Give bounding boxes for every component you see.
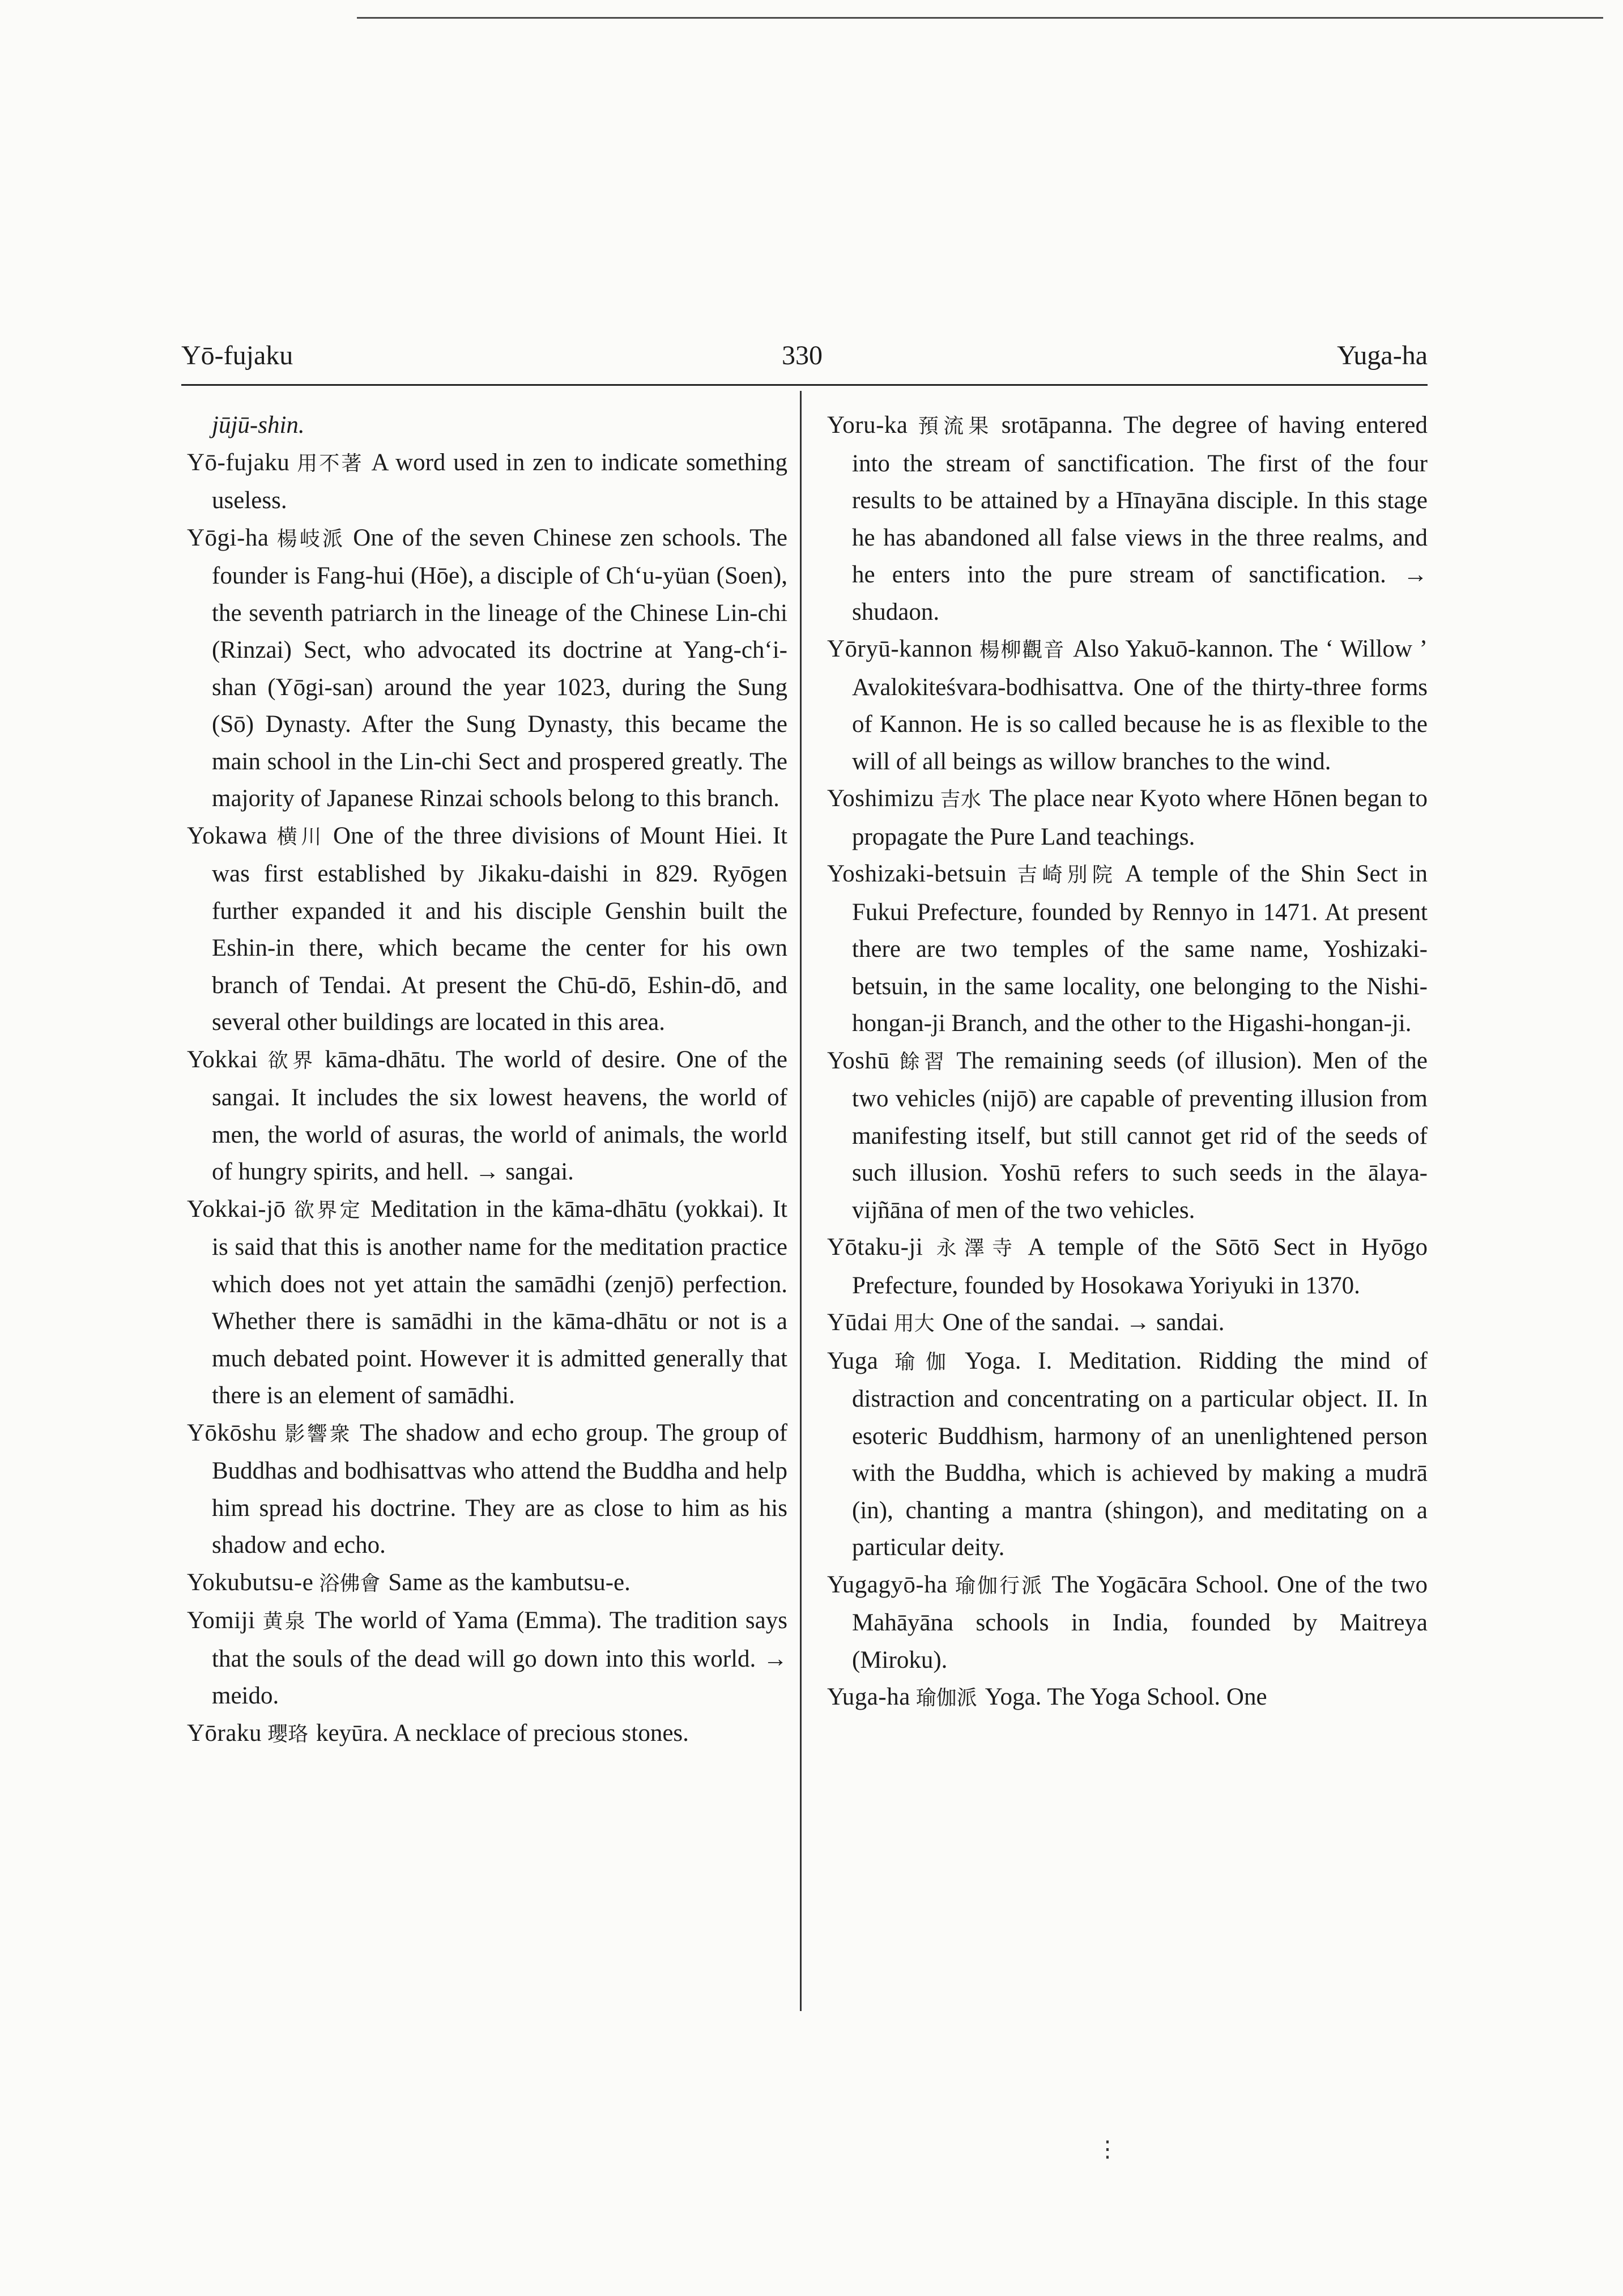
dictionary-entry [827, 1304, 1428, 1343]
left-column [187, 407, 787, 1753]
running-head-right: Yuga-ha [1337, 340, 1428, 370]
page-number: 330 [782, 340, 823, 370]
scan-speck: ⋮ [1096, 2136, 1119, 2162]
definition: One of the three divisions of Mount Hiei. It was first established by Jikaku-daishi in 829. Ryōgen further expanded it and his disciple Genshin built the Eshin-in there, which became the center for his own branch of Tendai. At present the Chū-dō, Eshin-dō, and several other buildings are located in this area. [212, 822, 787, 1036]
definition: The shadow and echo group. The group of Buddhas and bodhisattvas who attend the Buddha and help him spread his doctrine. They are as close to him as his shadow and echo. [212, 1419, 787, 1558]
kanji: 黄泉 [261, 1610, 307, 1633]
dictionary-entry [187, 1715, 787, 1753]
dictionary-entry [187, 817, 787, 1041]
kanji: 永澤寺 [928, 1237, 1020, 1260]
definition: The remaining seeds (of illusion). Men of the two vehicles (nijō) are capable of preventing illusion from manifesting itself, but still cannot get rid of the seeds of such illusion. Yoshū refers to such seeds in the ālaya-vijñāna of men of the two vehicles. [852, 1047, 1428, 1224]
headword: Yomiji [187, 1607, 255, 1634]
definition: Yoga. The Yoga School. One [985, 1684, 1267, 1710]
kanji: 欲界定 [291, 1198, 363, 1222]
definition: Also Yakuō-kannon. The ‘ Willow ’ Avalokiteśvara-bodhisattva. One of the thirty-three forms of Kannon. He is so called because he is as flexible to the will of all beings as willow branches to the wind. [852, 636, 1428, 775]
kanji: 浴佛會 [319, 1571, 381, 1595]
dictionary-entry [187, 444, 787, 519]
definition: kāma-dhātu. The world of desire. One of the sangai. It includes the six lowest heavens, the world of men, the world of asuras, the world of animals, the world of hungry spirits, and hell. → sangai. [212, 1046, 787, 1185]
headword: Yokubutsu-e [187, 1569, 314, 1596]
headword: Yokkai-jō [187, 1195, 286, 1222]
headword: Yōgi-ha [187, 524, 269, 551]
definition: Meditation in the kāma-dhātu (yokkai). It is said that this is another name for the meditation practice which does not yet attain the samādhi (zenjō) perfection. Whether there is samādhi in the kāma-dhātu or not is a much debated point. However it is admitted generally that there is an element of samādhi. [212, 1195, 787, 1409]
dictionary-entry [827, 631, 1428, 780]
definition: Yoga. I. Meditation. Ridding the mind of distraction and concentrating on a particular object. II. In esoteric Buddhism, harmony of an unenlightened person with the Buddha, which is achieved by making a mudrā (in), chanting a mantra (shingon), and meditating on a particular deity. [852, 1347, 1428, 1561]
headword: Yoshimizu [827, 785, 934, 812]
kanji: 瑜伽派 [915, 1686, 977, 1710]
dictionary-entry [187, 519, 787, 817]
definition: One of the seven Chinese zen schools. The founder is Fang-hui (Hōe), a disciple of Ch‘u-yüan (Soen), the seventh patriarch in the lineage of the Chinese Lin-chi (Rinzai) Sect, who advocated its doctrine at Yang-ch‘i-shan (Yōgi-san) around the year 1023, during the Sung (Sō) Dynasty. After the Sung Dynasty, this became the main school in the Lin-chi Sect and prospered greatly. The majority of Japanese Rinzai schools belong to this branch. [212, 524, 787, 812]
kanji: 瓔珞 [267, 1722, 308, 1746]
definition: A word used in zen to indicate something useless. [212, 449, 787, 514]
dictionary-entry [187, 1041, 787, 1191]
headword: Yōraku [187, 1719, 262, 1747]
running-head-left: Yō-fujaku [181, 340, 293, 370]
kanji: 用大 [893, 1312, 935, 1335]
dictionary-entry [827, 407, 1428, 631]
headword: Yūdai [827, 1309, 888, 1336]
kanji: 楊岐派 [274, 527, 346, 551]
headword: Yoru-ka [827, 412, 908, 438]
headword: Yoshizaki-betsuin [827, 861, 1007, 887]
dictionary-entry [187, 1191, 787, 1415]
headword: Yō-fujaku [187, 449, 290, 476]
column-divider [800, 391, 802, 2011]
kanji: 影響衆 [282, 1422, 352, 1446]
headword: Yōkōshu [187, 1419, 277, 1446]
headword: Yuga-ha [827, 1684, 910, 1710]
dictionary-entry [827, 1343, 1428, 1566]
headword: Yugagyō-ha [827, 1571, 948, 1598]
headword: Yokawa [187, 822, 267, 849]
definition: The place near Kyoto where Hōnen began to propagate the Pure Land teachings. [852, 785, 1428, 850]
dictionary-entry [827, 1679, 1428, 1717]
dictionary-entry [827, 855, 1428, 1042]
dictionary-entry [827, 1566, 1428, 1679]
kanji: 楊柳觀音 [978, 638, 1066, 662]
header-rule [181, 384, 1428, 386]
headword: Yuga [827, 1347, 879, 1374]
definition: A temple of the Shin Sect in Fukui Prefecture, founded by Rennyo in 1471. At present there are two temples of the same name, Yoshizaki-betsuin, in the same locality, one belonging to the Nishi-hongan-ji Branch, and the other to the Higashi-hongan-ji. [852, 861, 1428, 1037]
headword: Yoshū [827, 1047, 890, 1074]
kanji: 瑜伽 [884, 1350, 957, 1374]
definition: The Yogācāra School. One of the two Mahāyāna schools in India, founded by Maitreya (Miroku). [852, 1571, 1428, 1673]
kanji: 瑜伽行派 [953, 1574, 1044, 1598]
kanji: 用不著 [295, 451, 364, 475]
headword: Yōryū-kannon [827, 636, 973, 662]
dictionary-entry [827, 780, 1428, 855]
headword: Yokkai [187, 1046, 258, 1073]
definition: keyūra. A necklace of precious stones. [316, 1719, 689, 1747]
definition: The world of Yama (Emma). The tradition says that the souls of the dead will go down into this world. → meido. [212, 1607, 787, 1709]
definition: A temple of the Sōtō Sect in Hyōgo Prefecture, founded by Hosokawa Yoriyuki in 1370. [852, 1234, 1428, 1299]
headword: Yōtaku-ji [827, 1234, 923, 1260]
definition: srotāpanna. The degree of having entered into the stream of sanctification. The first of the four results to be attained by a Hīnayāna disciple. In this stage he has abandoned all false views in the three realms, and he enters into the pure stream of sanctification. → shudaon. [852, 412, 1428, 625]
definition: Same as the kambutsu-e. [388, 1569, 631, 1596]
dictionary-entry [827, 1229, 1428, 1304]
kanji: 欲界 [263, 1049, 317, 1072]
kanji: 預流果 [913, 415, 994, 438]
dictionary-entry [187, 1564, 787, 1603]
page-header [181, 340, 1428, 380]
definition: One of the sandai. → sandai. [942, 1309, 1225, 1336]
dictionary-entry [187, 1602, 787, 1715]
continued-text: jūjū-shin. [212, 412, 305, 438]
kanji: 吉崎別院 [1012, 863, 1118, 887]
right-column [827, 407, 1428, 1717]
kanji: 餘習 [895, 1050, 949, 1074]
kanji: 吉水 [939, 788, 982, 811]
top-edge-rule [357, 17, 1603, 19]
dictionary-entry [827, 1042, 1428, 1229]
dictionary-entry [187, 1415, 787, 1564]
kanji: 横川 [272, 825, 325, 849]
